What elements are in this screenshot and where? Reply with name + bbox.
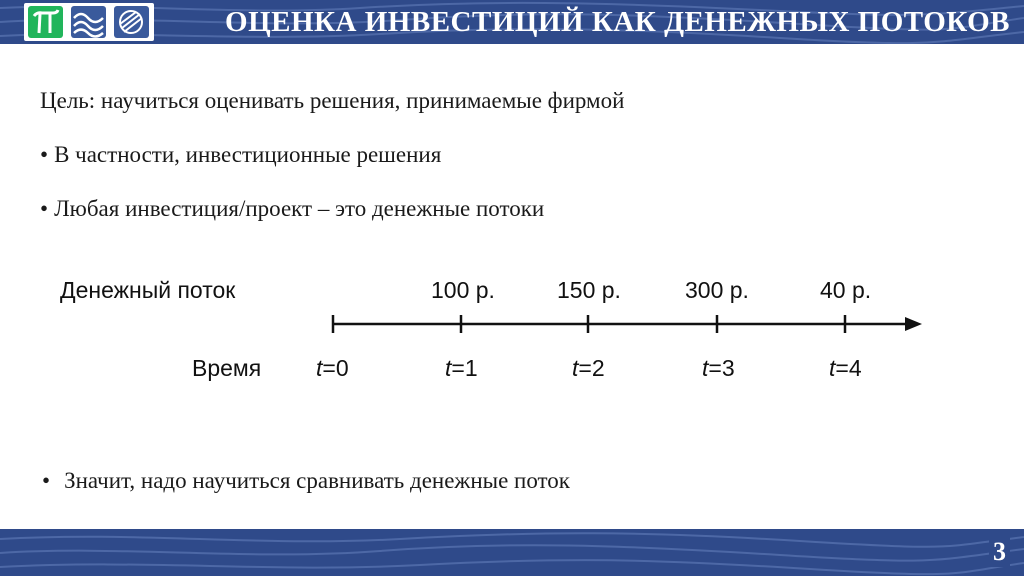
timeline-point	[431, 277, 495, 381]
timeline-point	[820, 277, 871, 381]
logo	[24, 3, 154, 41]
slide-title: ОЦЕНКА ИНВЕСТИЦИЙ КАК ДЕНЕЖНЫХ ПОТОКОВ	[225, 6, 1010, 38]
header-bar	[0, 0, 1024, 44]
cashflow-timeline	[0, 260, 1024, 400]
time-tick-label: t=4	[829, 355, 862, 381]
cashflow-amount: 150 р.	[557, 277, 621, 303]
time-var: t	[829, 355, 836, 381]
conclusion-item	[42, 468, 570, 494]
time-var: t	[572, 355, 579, 381]
time-value: 1	[464, 355, 478, 381]
time-value: 4	[848, 355, 862, 381]
bullet-text: В частности, инвестиционные решения	[54, 142, 442, 167]
logo-wave-icon	[71, 6, 106, 38]
timeline-point	[557, 277, 621, 381]
time-var: t	[316, 355, 323, 381]
cashflow-amount: 300 р.	[685, 277, 749, 303]
time-var: t	[445, 355, 452, 381]
time-label: Время	[192, 355, 262, 381]
cashflow-amount: 100 р.	[431, 277, 495, 303]
logo-emblem-icon	[114, 6, 149, 38]
time-value: 0	[335, 355, 349, 381]
time-tick-label: t=2	[572, 355, 605, 381]
goal-text: Цель: научиться оценивать решения, принимаемые фирмой	[40, 88, 625, 113]
bullet-dot: •	[42, 468, 51, 493]
footer-wave-pattern	[0, 529, 1024, 576]
time-value: 3	[721, 355, 735, 381]
bullet-item	[40, 196, 544, 222]
conclusion-text: Значит, надо научиться сравнивать денежные поток	[64, 468, 570, 493]
bullet-item	[40, 142, 441, 168]
timeline-point	[685, 277, 749, 381]
bullet-dot: •	[40, 142, 49, 167]
cashflow-amount: 40 р.	[820, 277, 872, 303]
time-tick-label: t=0	[316, 355, 349, 381]
time-value: 2	[591, 355, 605, 381]
timeline-arrowhead	[905, 317, 922, 331]
time-tick-label: t=3	[702, 355, 735, 381]
bullet-dot: •	[40, 196, 49, 221]
logo-pi-icon	[28, 6, 63, 38]
time-var: t	[702, 355, 709, 381]
footer-bar	[0, 529, 1024, 576]
cashflow-label: Денежный поток	[60, 277, 236, 303]
page-number: 3	[989, 537, 1010, 567]
bullet-text: Любая инвестиция/проект – это денежные потоки	[54, 196, 545, 221]
time-tick-label: t=1	[445, 355, 478, 381]
